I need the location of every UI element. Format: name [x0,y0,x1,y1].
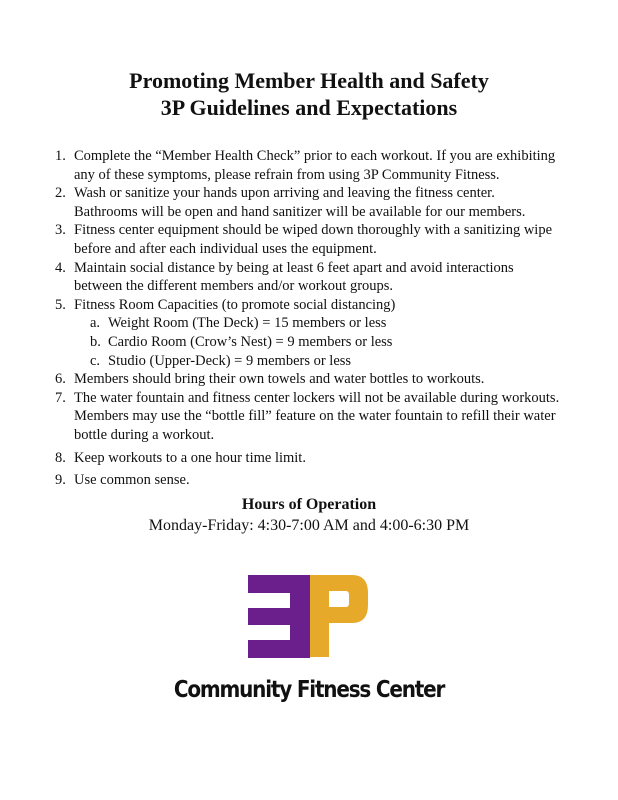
guideline-item [0,184,618,221]
guideline-item [0,389,618,445]
logo-p-shape [310,575,368,657]
item-number: 9. [55,472,66,489]
guideline-item [0,449,618,468]
guideline-item [0,259,618,296]
item-line: Use common sense. [74,472,190,489]
capacity-text: Cardio Room (Crow’s Nest) = 9 members or less [108,333,393,350]
capacity-item [0,333,618,352]
item-line: before and after each individual uses the equipment. [74,240,377,257]
item-line: bottle during a workout. [74,426,215,443]
capacity-text: Weight Room (The Deck) = 15 members or less [108,315,387,332]
item-line: Fitness center equipment should be wiped down thoroughly with a sanitizing wipe [74,222,553,239]
capacity-item [0,314,618,333]
item-number: 3. [55,222,66,239]
logo-caption: Community Fitness Center [173,675,445,703]
item-line: Keep workouts to a one hour time limit. [74,449,306,466]
item-line: Members may use the “bottle fill” feature on the water fountain to refill their water [74,408,556,425]
item-line: Bathrooms will be open and hand sanitizer will be available for our members. [74,203,526,220]
item-number: 8. [55,449,66,466]
guideline-item [0,147,618,184]
item-number: 2. [55,185,66,202]
capacity-item [0,352,618,371]
hours-heading: Hours of Operation [241,496,377,513]
item-line: any of these symptoms, please refrain from using 3P Community Fitness. [74,166,500,183]
guideline-item [0,221,618,258]
item-number: 4. [55,259,66,276]
guideline-item [0,471,618,490]
item-line: Maintain social distance by being at least 6 feet apart and avoid interactions [74,259,514,276]
item-line: between the different members and/or workout groups. [74,278,394,295]
3p-logo [248,571,370,663]
capacity-text: Studio (Upper-Deck) = 9 members or less [108,352,352,369]
item-number: 7. [55,389,66,406]
item-line: Wash or sanitize your hands upon arriving and leaving the fitness center. [74,185,495,202]
capacity-letter: b. [90,333,101,350]
page-title: Promoting Member Health and Safety [129,68,489,93]
item-line: The water fountain and fitness center lockers will not be available during workouts. [74,389,560,406]
guidelines-list [0,147,618,490]
guideline-item [0,296,618,315]
guideline-item [0,370,618,389]
item-number: 6. [55,371,66,388]
item-line: Complete the “Member Health Check” prior to each workout. If you are exhibiting [74,148,556,164]
item-number: 5. [55,296,66,313]
page-subtitle: 3P Guidelines and Expectations [160,95,458,120]
capacity-letter: c. [90,352,101,369]
logo-three-shape [248,575,310,658]
item-line: Members should bring their own towels and water bottles to workouts. [74,371,485,388]
item-line: Fitness Room Capacities (to promote social distancing) [74,296,396,313]
hours-text: Monday-Friday: 4:30-7:00 AM and 4:00-6:30 PM [148,517,470,534]
capacity-letter: a. [90,315,101,332]
item-number: 1. [55,148,66,164]
